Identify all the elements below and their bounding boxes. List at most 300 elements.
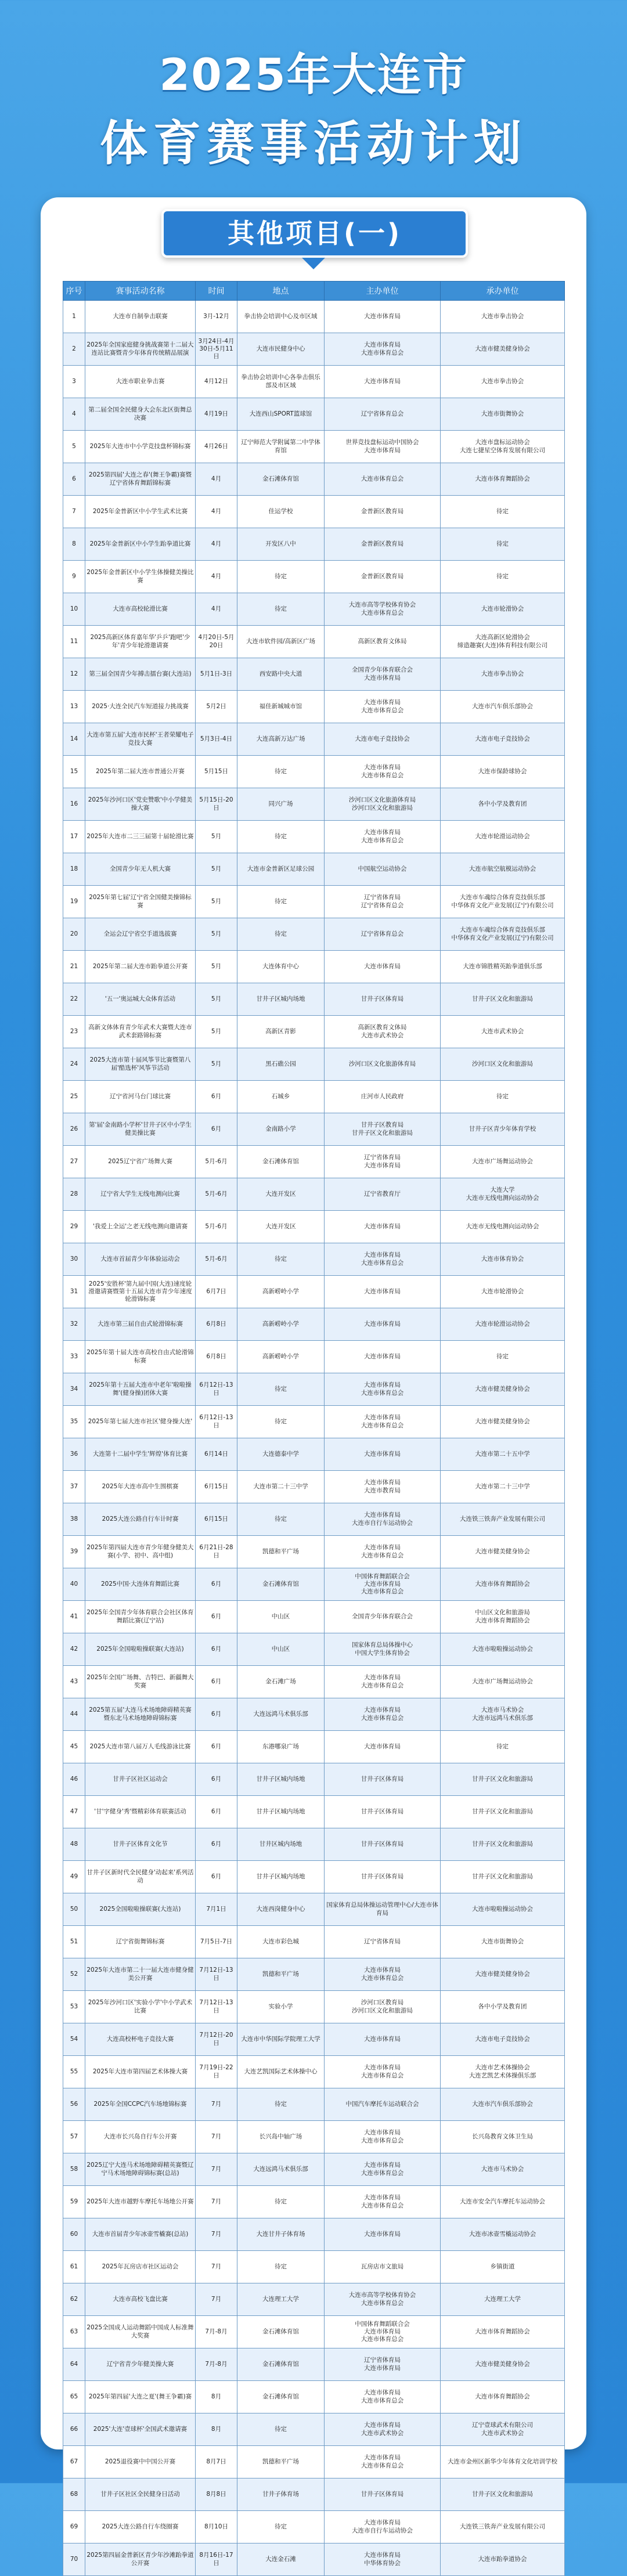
cell-host: 金普新区教育局 <box>325 561 441 593</box>
cell-location: 甘井子区城内场地 <box>237 1796 325 1828</box>
cell-organizer: 大连市健美健身协会 <box>441 2348 565 2381</box>
cell-location: 大连远鸿马术俱乐部 <box>237 1698 325 1731</box>
cell-index: 7 <box>63 496 85 528</box>
cell-index: 48 <box>63 1828 85 1861</box>
cell-location: 待定 <box>237 2251 325 2283</box>
table-row <box>63 593 565 626</box>
cell-organizer: 大连市健美健身协会 <box>441 1373 565 1406</box>
cell-host: 甘井子区体育局 <box>325 1861 441 1893</box>
cell-event-name: 2025年第二届大连市普通公开赛 <box>85 756 196 788</box>
cell-event-name: 2025年全国广场舞、吉特巴、新疆舞大奖赛 <box>85 1666 196 1698</box>
cell-host: 大连市体育局 <box>325 951 441 983</box>
cell-index: 13 <box>63 691 85 723</box>
cell-organizer: 大连市马术协会 <box>441 2153 565 2186</box>
cell-location: 大连高新万达广场 <box>237 723 325 756</box>
cell-host: 辽宁省体育总会 <box>325 398 441 431</box>
cell-host: 大连市体育局 <box>325 1211 441 1243</box>
cell-time: 5月-6月 <box>196 1178 237 1211</box>
cell-host: 大连市体育局 大连市体育总会 <box>325 2186 441 2218</box>
cell-time: 6月 <box>196 1666 237 1698</box>
cell-event-name: 大连市自制拳击联赛 <box>85 301 196 333</box>
cell-location: 石城乡 <box>237 1081 325 1113</box>
cell-location: 大连市中华国际学院理工大学 <box>237 2023 325 2056</box>
cell-event-name: 2025全国成人运动舞蹈中国成人标准舞大奖赛 <box>85 2316 196 2348</box>
cell-event-name: 辽宁省街舞锦标赛 <box>85 1926 196 1958</box>
cell-time: 6月 <box>196 1081 237 1113</box>
cell-host: 高新区教育文体局 <box>325 626 441 658</box>
table-row <box>63 2218 565 2251</box>
cell-time: 8月 <box>196 2413 237 2446</box>
cell-host: 大连市体育局 <box>325 1731 441 1763</box>
cell-organizer: 大连市轮滑协会 <box>441 593 565 626</box>
cell-location: 福佳新城城市馆 <box>237 691 325 723</box>
cell-time: 7月 <box>196 2251 237 2283</box>
cell-event-name: 甘井子区体育文化节 <box>85 1828 196 1861</box>
cell-time: 6月 <box>196 1731 237 1763</box>
cell-time: 4月20日-5月20日 <box>196 626 237 658</box>
cell-organizer: 大连市保龄球协会 <box>441 756 565 788</box>
cell-index: 24 <box>63 1048 85 1081</box>
cell-location: 长兴岛中轴广场 <box>237 2121 325 2153</box>
cell-index: 55 <box>63 2056 85 2088</box>
cell-organizer: 大连市锦胜精英跆拳道俱乐部 <box>441 951 565 983</box>
cell-time: 5月-6月 <box>196 1243 237 1276</box>
cell-location: 金石滩广场 <box>237 1666 325 1698</box>
cell-organizer: 大连市啦啦操运动协会 <box>441 1893 565 1926</box>
cell-organizer: 乡镇街道 <box>441 2251 565 2283</box>
cell-time: 6月 <box>196 1698 237 1731</box>
table-row <box>63 2511 565 2543</box>
cell-host: 甘井子区体育局 <box>325 1828 441 1861</box>
cell-location: 待定 <box>237 886 325 918</box>
cell-organizer: 大连市汽车俱乐部协会 <box>441 691 565 723</box>
cell-host: 国家体育总局体操运动管理中心/大连市体育局 <box>325 1893 441 1926</box>
cell-event-name: 第二届全国全民健身大会东北区街舞总决赛 <box>85 398 196 431</box>
cell-index: 34 <box>63 1373 85 1406</box>
cell-host: 大连市体育局 大连市教育局 <box>325 1471 441 1503</box>
cell-organizer: 各中小学及教育团 <box>441 788 565 821</box>
cell-time: 5月 <box>196 983 237 1016</box>
cell-time: 6月 <box>196 1763 237 1796</box>
cell-index: 51 <box>63 1926 85 1958</box>
cell-host: 大连市体育局 <box>325 301 441 333</box>
table-row <box>63 333 565 366</box>
table-row <box>63 1048 565 1081</box>
table-row <box>63 1861 565 1893</box>
table-row <box>63 1666 565 1698</box>
table-row <box>63 1016 565 1048</box>
cell-host: 大连市体育局 大连市自行车运动协会 <box>325 2511 441 2543</box>
cell-index: 27 <box>63 1146 85 1178</box>
table-row <box>63 1958 565 1991</box>
cell-index: 53 <box>63 1991 85 2023</box>
cell-time: 5月-6月 <box>196 1211 237 1243</box>
table-header-row <box>63 282 565 301</box>
schedule-table-body <box>63 301 565 2576</box>
cell-event-name: 2025年第七届大连市社区'健身操大连' <box>85 1406 196 1438</box>
cell-organizer: 大连市车魂综合体育竞技俱乐部 中华体育文化产业发展(辽宁)有限公司 <box>441 886 565 918</box>
table-row <box>63 886 565 918</box>
cell-time: 6月 <box>196 1861 237 1893</box>
cell-location: 待定 <box>237 2511 325 2543</box>
cell-index: 40 <box>63 1568 85 1601</box>
cell-location: 待定 <box>237 756 325 788</box>
cell-index: 62 <box>63 2283 85 2316</box>
cell-event-name: 大连市高校飞盘比赛 <box>85 2283 196 2316</box>
table-row <box>63 2088 565 2121</box>
schedule-table <box>63 281 565 2576</box>
column-header-organizer: 承办单位 <box>441 282 565 301</box>
cell-host: 中国航空运动协会 <box>325 853 441 886</box>
cell-organizer: 大连市艺术体操协会 大连艺凯艺术体操俱乐部 <box>441 2056 565 2088</box>
cell-location: 待定 <box>237 1503 325 1536</box>
cell-event-name: 2025大连市第八届万人毛线游泳比赛 <box>85 1731 196 1763</box>
cell-time: 3月-12月 <box>196 301 237 333</box>
table-row <box>63 463 565 496</box>
cell-time: 5月 <box>196 853 237 886</box>
table-row <box>63 1243 565 1276</box>
table-row <box>63 2056 565 2088</box>
cell-index: 20 <box>63 918 85 951</box>
cell-organizer: 大连市轮滑运动协会 <box>441 1308 565 1341</box>
cell-time: 7月 <box>196 2121 237 2153</box>
cell-time: 7月 <box>196 2088 237 2121</box>
table-row <box>63 2543 565 2576</box>
cell-organizer: 沙河口区文化和旅游局 <box>441 1048 565 1081</box>
cell-host: 大连市体育局 <box>325 1341 441 1373</box>
cell-index: 31 <box>63 1276 85 1308</box>
cell-time: 4月26日 <box>196 431 237 463</box>
column-header-location: 地点 <box>237 282 325 301</box>
cell-index: 35 <box>63 1406 85 1438</box>
cell-location: 大连艺凯国际艺术体操中心 <box>237 2056 325 2088</box>
cell-location: 黑石礁公园 <box>237 1048 325 1081</box>
cell-host: 金普新区教育局 <box>325 528 441 561</box>
cell-location: 中山区 <box>237 1601 325 1633</box>
cell-location: 开发区八中 <box>237 528 325 561</box>
table-row <box>63 1308 565 1341</box>
cell-organizer: 辽宁壹球武术有限公司 大连市武术协会 <box>441 2413 565 2446</box>
cell-index: 39 <box>63 1536 85 1568</box>
cell-host: 沙河口区文化旅游体育局 沙河口区文化和旅游局 <box>325 788 441 821</box>
cell-index: 38 <box>63 1503 85 1536</box>
table-row <box>63 1373 565 1406</box>
cell-location: 实验小学 <box>237 1991 325 2023</box>
cell-location: 待定 <box>237 1406 325 1438</box>
cell-event-name: 辽宁省大学生无线电测向比赛 <box>85 1178 196 1211</box>
cell-location: 金石滩体育馆 <box>237 463 325 496</box>
cell-organizer: 大连市第二十三中学 <box>441 1471 565 1503</box>
cell-index: 68 <box>63 2478 85 2511</box>
cell-organizer: 大连市体育舞蹈协会 <box>441 463 565 496</box>
cell-event-name: 2025年沙河口区'实验小学'中小学武术比赛 <box>85 1991 196 2023</box>
cell-location: 甘井子区城内场地 <box>237 1763 325 1796</box>
cell-location: 金石滩体育馆 <box>237 1568 325 1601</box>
cell-organizer: 大连市体育舞蹈协会 <box>441 2316 565 2348</box>
cell-organizer: 甘井子区文化和旅游局 <box>441 1861 565 1893</box>
cell-location: 大连金石滩 <box>237 2543 325 2576</box>
cell-location: 凯德和平广场 <box>237 2446 325 2478</box>
cell-location: 甘井子区城内场地 <box>237 983 325 1016</box>
cell-time: 7月12日-13日 <box>196 1991 237 2023</box>
cell-time: 6月14日 <box>196 1438 237 1471</box>
cell-time: 5月 <box>196 1016 237 1048</box>
cell-organizer: 大连市体育舞蹈协会 <box>441 2381 565 2413</box>
cell-host: 沙河口区文化旅游体育局 <box>325 1048 441 1081</box>
cell-event-name: 2025年金普新区中小学生跆拳道比赛 <box>85 528 196 561</box>
cell-event-name: 2025年金普新区中小学生体操健美操比赛 <box>85 561 196 593</box>
cell-time: 8月16日-17日 <box>196 2543 237 2576</box>
cell-host: 大连市体育局 大连市体育总会 <box>325 333 441 366</box>
cell-event-name: 2025高新区体育嘉年华'乒乒'跑吧'少年'青少年轮滑邀请赛 <box>85 626 196 658</box>
cell-index: 22 <box>63 983 85 1016</box>
table-row <box>63 1341 565 1373</box>
table-row <box>63 1698 565 1731</box>
cell-host: 大连市体育总会 <box>325 463 441 496</box>
cell-time: 6月 <box>196 1568 237 1601</box>
cell-organizer: 待定 <box>441 528 565 561</box>
cell-organizer: 大连市轮滑协会 <box>441 1276 565 1308</box>
cell-index: 43 <box>63 1666 85 1698</box>
cell-organizer: 大连高新区轮滑协会 缔造趣赛(大连)体育科技有限公司 <box>441 626 565 658</box>
cell-index: 65 <box>63 2381 85 2413</box>
cell-host: 世界竞技盘标运动中国协会 大连市体育局 <box>325 431 441 463</box>
cell-location: 拳击协会培训中心及市区域 <box>237 301 325 333</box>
cell-host: 国家体育总局体操中心 中国大学生体育协会 <box>325 1633 441 1666</box>
cell-location: 待定 <box>237 593 325 626</box>
table-row <box>63 691 565 723</box>
cell-location: 待定 <box>237 561 325 593</box>
cell-index: 19 <box>63 886 85 918</box>
cell-index: 50 <box>63 1893 85 1926</box>
cell-time: 7月19日-22日 <box>196 2056 237 2088</box>
cell-organizer: 大连市电子竞技协会 <box>441 2023 565 2056</box>
cell-location: 大连市第二十三中学 <box>237 1471 325 1503</box>
cell-host: 中国汽车摩托车运动联合会 <box>325 2088 441 2121</box>
cell-event-name: 大连第十二届中学生'辉煌'体育比赛 <box>85 1438 196 1471</box>
cell-event-name: 2025年第四届'大连之夏'(舞王争霸)赛 <box>85 2381 196 2413</box>
cell-host: 大连市体育局 中华体育协会 <box>325 2543 441 2576</box>
cell-organizer: 大连市盘标运动协会 大连七捷星空体育发展有限公司 <box>441 431 565 463</box>
cell-time: 6月7日 <box>196 1276 237 1308</box>
cell-index: 15 <box>63 756 85 788</box>
cell-event-name: 2025年瓦房店市社区运动会 <box>85 2251 196 2283</box>
cell-host: 大连市高等学校体育协会 大连市体育总会 <box>325 593 441 626</box>
cell-time: 7月 <box>196 2218 237 2251</box>
table-row <box>63 1633 565 1666</box>
cell-index: 70 <box>63 2543 85 2576</box>
cell-time: 6月 <box>196 1828 237 1861</box>
cell-event-name: 第三届全国青少年搏击擂台赛(大连站) <box>85 658 196 691</box>
cell-index: 18 <box>63 853 85 886</box>
cell-event-name: 2025年大连市高中生围棋赛 <box>85 1471 196 1503</box>
cell-location: 大连市金普新区足球公园 <box>237 853 325 886</box>
cell-host: 甘井子区体育局 <box>325 1763 441 1796</box>
cell-event-name: 大连市第三届自由式轮滑锦标赛 <box>85 1308 196 1341</box>
cell-organizer: 待定 <box>441 561 565 593</box>
table-row <box>63 1276 565 1308</box>
cell-event-name: 2025年第四届大连市青少年健身健美大赛(小学、初中、高中组) <box>85 1536 196 1568</box>
table-row <box>63 1568 565 1601</box>
cell-host: 大连市体育局 大连市体育总会 <box>325 1958 441 1991</box>
table-row <box>63 2186 565 2218</box>
table-row <box>63 398 565 431</box>
cell-event-name: 高新文体体育青少年武术大赛暨大连市武术套路锦标赛 <box>85 1016 196 1048</box>
cell-event-name: 2025年第十五届大连市中老年'啦啦操舞'(健身操)团体大赛 <box>85 1373 196 1406</box>
cell-event-name: 2025年金普新区中小学生武术比赛 <box>85 496 196 528</box>
cell-organizer: 甘井子区文化和旅游局 <box>441 1763 565 1796</box>
cell-location: 金石滩体育馆 <box>237 2381 325 2413</box>
table-row <box>63 1471 565 1503</box>
cell-organizer: 大连市街舞协会 <box>441 1926 565 1958</box>
cell-time: 4月 <box>196 528 237 561</box>
cell-organizer: 长兴岛教育文体卫生局 <box>441 2121 565 2153</box>
cell-index: 3 <box>63 366 85 398</box>
cell-index: 21 <box>63 951 85 983</box>
cell-organizer: 大连大学 大连市无线电测向运动协会 <box>441 1178 565 1211</box>
table-row <box>63 723 565 756</box>
cell-host: 大连市体育局 大连市体育总会 <box>325 1243 441 1276</box>
cell-location: 辽宁师范大学附属第二中学体育馆 <box>237 431 325 463</box>
cell-index: 47 <box>63 1796 85 1828</box>
cell-event-name: 大连市高校轮滑比赛 <box>85 593 196 626</box>
cell-location: 待定 <box>237 2413 325 2446</box>
cell-time: 7月-8月 <box>196 2348 237 2381</box>
cell-location: 甘井子体育场 <box>237 2478 325 2511</box>
cell-host: 大连市体育局 大连市武术协会 <box>325 2413 441 2446</box>
cell-location: 大连甘井子体育场 <box>237 2218 325 2251</box>
cell-event-name: '我爱上全运'之老无线电测向邀请赛 <box>85 1211 196 1243</box>
cell-organizer: 甘井子区文化和旅游局 <box>441 1828 565 1861</box>
column-header-name: 赛事活动名称 <box>85 282 196 301</box>
cell-location: 大连西岗健身中心 <box>237 1893 325 1926</box>
cell-index: 1 <box>63 301 85 333</box>
cell-organizer: 大连市健美健身协会 <box>441 1958 565 1991</box>
cell-event-name: '五一'奥运城大众体育活动 <box>85 983 196 1016</box>
cell-location: 金石滩体育馆 <box>237 1146 325 1178</box>
cell-location: 中山区 <box>237 1633 325 1666</box>
cell-event-name: 大连市长兴岛自行车公开赛 <box>85 2121 196 2153</box>
cell-organizer: 大连市拳击协会 <box>441 658 565 691</box>
cell-time: 6月21日-28日 <box>196 1536 237 1568</box>
cell-host: 大连市高等学校体育协会 大连市体育总会 <box>325 2283 441 2316</box>
cell-organizer: 待定 <box>441 496 565 528</box>
cell-location: 甘井子区城内场地 <box>237 1861 325 1893</box>
cell-host: 庄河市人民政府 <box>325 1081 441 1113</box>
cell-index: 41 <box>63 1601 85 1633</box>
cell-event-name: 2025第四届'大连之春'(舞王争霸)赛暨辽宁省体育舞蹈锦标赛 <box>85 463 196 496</box>
cell-event-name: 2025第四届金普新区青少年沙滩跆拳道公开赛 <box>85 2543 196 2576</box>
table-row <box>63 2251 565 2283</box>
cell-organizer: 大连市马术协会 大连市远鸿马术俱乐部 <box>441 1698 565 1731</box>
table-row <box>63 626 565 658</box>
table-row <box>63 1796 565 1828</box>
cell-index: 57 <box>63 2121 85 2153</box>
cell-time: 8月10日 <box>196 2511 237 2543</box>
cell-location: 高新崂岭小学 <box>237 1308 325 1341</box>
cell-event-name: 2025辽宁大连马术场地障碍精英赛暨辽宁马术场地障碍锦标赛(总站) <box>85 2153 196 2186</box>
cell-location: 大连市彩色城 <box>237 1926 325 1958</box>
cell-event-name: 2025大连公路自行车计时赛 <box>85 1503 196 1536</box>
table-row <box>63 496 565 528</box>
cell-time: 6月8日 <box>196 1308 237 1341</box>
cell-location: 高新区青影 <box>237 1016 325 1048</box>
table-row <box>63 2316 565 2348</box>
cell-host: 大连市体育局 大连市体育总会 <box>325 821 441 853</box>
cell-event-name: 大连市首届青少年体验运动会 <box>85 1243 196 1276</box>
cell-host: 辽宁省体育局 大连市体育局 <box>325 1146 441 1178</box>
cell-organizer: 大连铁三铁奔产业发展有限公司 <box>441 2511 565 2543</box>
cell-organizer: 中山区文化和旅游局 大连市体育舞蹈协会 <box>441 1601 565 1633</box>
cell-index: 11 <box>63 626 85 658</box>
table-row <box>63 788 565 821</box>
cell-event-name: 2025全国啦啦操联赛(大连站) <box>85 1893 196 1926</box>
cell-event-name: 甘井子区社区运动会 <box>85 1763 196 1796</box>
cell-time: 6月12日-13日 <box>196 1373 237 1406</box>
table-row <box>63 2153 565 2186</box>
cell-organizer: 大连市轮滑运动协会 <box>441 821 565 853</box>
cell-event-name: 大连市第五届'大连市民杯'王者荣耀电子竞技大赛 <box>85 723 196 756</box>
cell-index: 59 <box>63 2186 85 2218</box>
cell-organizer: 大连市冰壶雪橇运动协会 <box>441 2218 565 2251</box>
cell-host: 大连市电子竞技协会 <box>325 723 441 756</box>
table-row <box>63 301 565 333</box>
cell-location: 待定 <box>237 1243 325 1276</box>
cell-time: 4月 <box>196 561 237 593</box>
table-row <box>63 821 565 853</box>
table-row <box>63 1113 565 1146</box>
cell-location: 待定 <box>237 918 325 951</box>
cell-time: 5月2日 <box>196 691 237 723</box>
cell-organizer: 大连市无线电测向运动协会 <box>441 1211 565 1243</box>
cell-host: 辽宁省体育局 大连市体育局 <box>325 2348 441 2381</box>
cell-index: 42 <box>63 1633 85 1666</box>
cell-index: 8 <box>63 528 85 561</box>
cell-organizer: 大连市拳击协会 <box>441 301 565 333</box>
cell-time: 8月8日 <box>196 2478 237 2511</box>
cell-location: 金南路小学 <box>237 1113 325 1146</box>
cell-organizer: 大连市跆拳道协会 <box>441 2543 565 2576</box>
table-row <box>63 658 565 691</box>
cell-location: 大连市民健身中心 <box>237 333 325 366</box>
cell-location: 金石滩体育馆 <box>237 2348 325 2381</box>
page-header <box>0 0 627 186</box>
cell-index: 2 <box>63 333 85 366</box>
cell-host: 瓦房店市文旅局 <box>325 2251 441 2283</box>
cell-host: 甘井子区体育局 <box>325 2478 441 2511</box>
page-title: 体育赛事活动计划 <box>99 116 527 171</box>
cell-index: 30 <box>63 1243 85 1276</box>
table-row <box>63 528 565 561</box>
cell-host: 大连市体育局 大连市体育总会 <box>325 756 441 788</box>
table-row <box>63 2348 565 2381</box>
cell-host: 大连市体育局 大连市自行车运动协会 <box>325 1503 441 1536</box>
table-row <box>63 2023 565 2056</box>
cell-host: 甘井子区教育局 甘井子区文化和旅游局 <box>325 1113 441 1146</box>
cell-index: 5 <box>63 431 85 463</box>
table-row <box>63 1991 565 2023</box>
cell-time: 5月 <box>196 918 237 951</box>
cell-time: 5月-6月 <box>196 1146 237 1178</box>
table-row <box>63 1211 565 1243</box>
cell-location: 待定 <box>237 821 325 853</box>
cell-index: 6 <box>63 463 85 496</box>
table-row <box>63 1406 565 1438</box>
cell-event-name: 甘井子区社区全民健身日活动 <box>85 2478 196 2511</box>
cell-index: 26 <box>63 1113 85 1146</box>
cell-time: 7月12日-13日 <box>196 1958 237 1991</box>
cell-host: 沙河口区教育局 沙河口区文化和旅游局 <box>325 1991 441 2023</box>
